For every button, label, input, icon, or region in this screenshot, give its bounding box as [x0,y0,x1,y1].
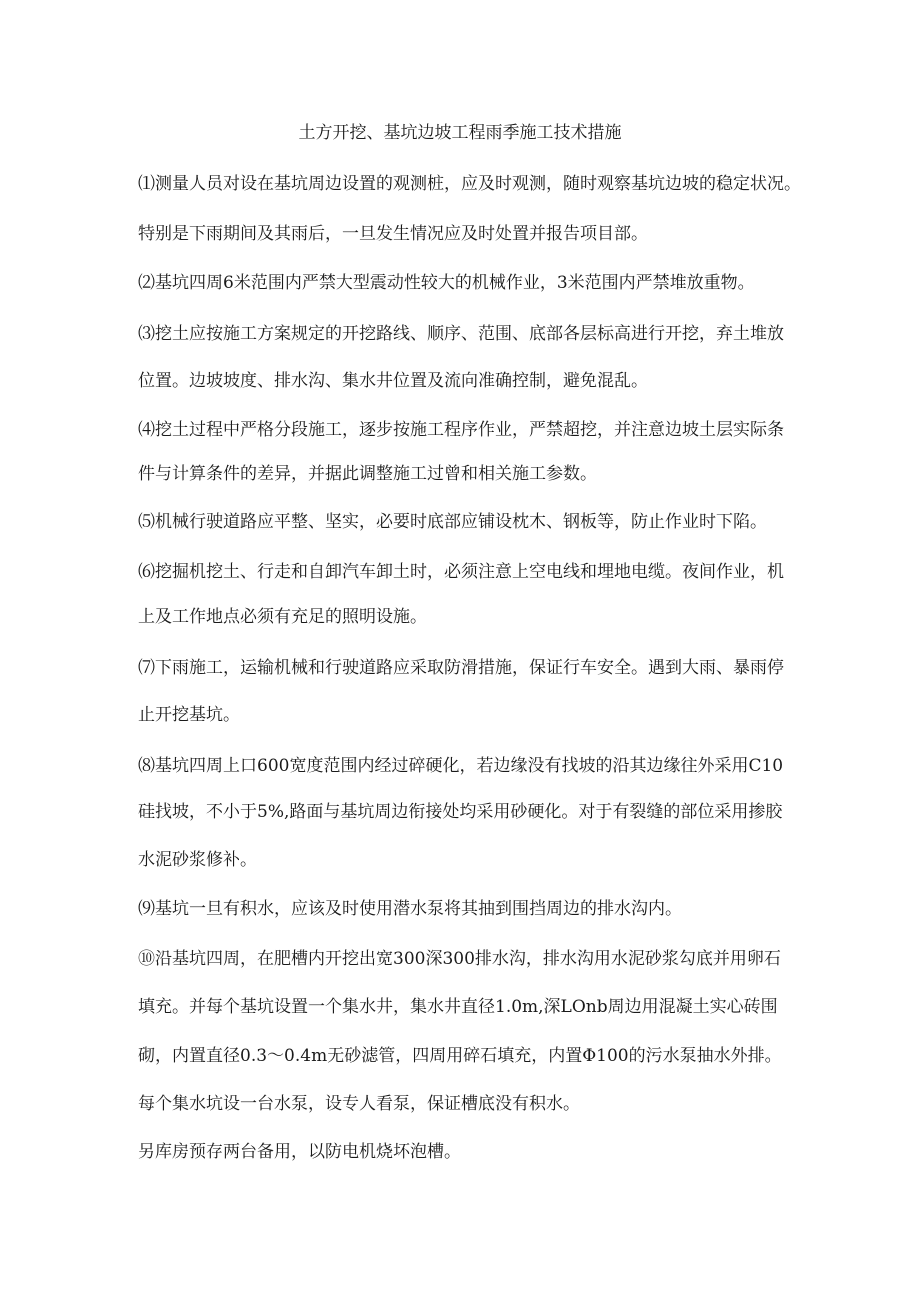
text-line: 硅找坡，不小于5%,路面与基坑周边衔接处均采用砂硬化。对于有裂缝的部位采用掺胶 [138,802,783,822]
text-line: 每个集水坑设一台水泵，设专人看泵，保证槽底没有积水。 [138,1094,580,1114]
text-line: ⑩沿基坑四周，在肥槽内开挖出宽300深300排水沟，排水沟用水泥砂浆勾底并用卵石 [138,949,781,969]
text-line: 件与计算条件的差异，并据此调整施工过曾和相关施工参数。 [138,464,597,484]
text-line: 另库房预存两台备用，以防电机烧坏泡槽。 [138,1142,461,1162]
text-line: ⑻基坑四周上口600宽度范围内经过碎硬化，若边缘没有找坡的沿其边缘往外采用C10 [138,756,784,776]
text-line: 水泥砂浆修补。 [138,850,257,870]
text-line: 特别是下雨期间及其雨后，一旦发生情况应及时处置并报告项目部。 [138,224,648,244]
text-line: ⑹挖掘机挖土、行走和自卸汽车卸土时，必须注意上空电线和埋地电缆。夜间作业，机 [138,562,784,582]
text-line: ⑸机械行驶道路应平整、坚实，必要时底部应铺设枕木、钢板等，防止作业时下陷。 [138,512,767,532]
text-line: 上及工作地点必须有充足的照明设施。 [138,607,427,627]
text-line: ⑼基坑一旦有积水，应该及时使用潜水泵将其抽到围挡周边的排水沟内。 [138,899,682,919]
text-line: ⑵基坑四周6米范围内严禁大型震动性较大的机械作业，3米范围内严禁堆放重物。 [138,273,755,293]
text-line: 填充。并每个基坑设置一个集水井，集水井直径1.0m,深LOnb周边用混凝土实心砖围 [138,997,778,1017]
text-line: ⑷挖土过程中严格分段施工，逐步按施工程序作业，严禁超挖，并注意边坡土层实际条 [138,420,784,440]
text-line: 止开挖基坑。 [138,705,240,725]
text-line: ⑴测量人员对设在基坑周边设置的观测桩，应及时观测，随时观察基坑边坡的稳定状况。 [138,174,801,194]
text-line: 位置。边坡坡度、排水沟、集水井位置及流向准确控制，避免混乱。 [138,371,648,391]
text-line: ⑶挖土应按施工方案规定的开挖路线、顺序、范围、底部各层标高进行开挖，弃土堆放 [138,324,784,344]
document-title: 土方开挖、基坑边坡工程雨季施工技术措施 [298,123,622,143]
text-line: 砌，内置直径0.3～0.4m无砂滤管，四周用碎石填充，内置Φ100的污水泵抽水外排。 [138,1046,782,1066]
text-line: ⑺下雨施工，运输机械和行驶道路应采取防滑措施，保证行车安全。遇到大雨、暴雨停 [138,658,784,678]
